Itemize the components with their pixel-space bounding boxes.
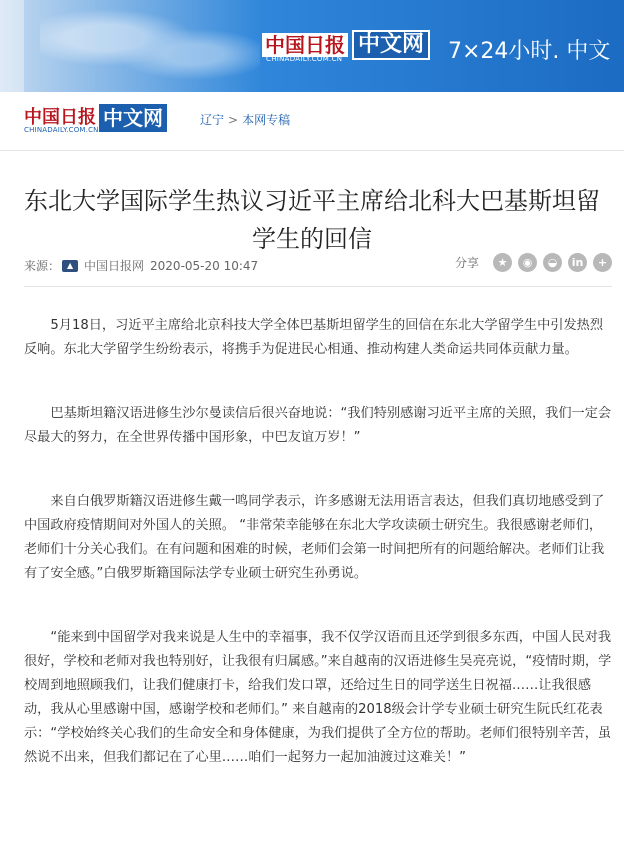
share-bar xyxy=(455,253,612,272)
breadcrumb xyxy=(200,111,290,128)
breadcrumb-separator: > xyxy=(228,113,239,127)
source-logo-icon: ▲ xyxy=(62,260,78,272)
article-title: 东北大学国际学生热议习近平主席给北科大巴基斯坦留学生的回信 xyxy=(24,187,600,254)
site-logo-zhongwenwang: 中文网 xyxy=(99,104,167,132)
publish-date: 2020-05-20 10:47 xyxy=(150,258,259,273)
site-header xyxy=(0,92,624,151)
article-body xyxy=(24,314,612,810)
banner-logo-subtext: CHINADAILY.COM.CN xyxy=(266,55,343,63)
meta-divider xyxy=(24,286,612,287)
article-source xyxy=(24,257,258,274)
wechat-icon[interactable]: ◒ xyxy=(543,253,562,272)
source-name: 中国日报网 xyxy=(84,259,145,273)
share-label: 分享 xyxy=(454,256,479,270)
paragraph: “能来到中国留学对我来说是人生中的幸福事，我不仅学汉语而且还学到很多东西，中国人民对我很好，学校和老师对我也特别好，让我很有归属感。”来自越南的汉语进修生吴亮亮说，“疫情时期，学校周到地照顾我们，让我们健康打卡，给我们发口罩，还给过生日的同学送生日祝福……让我很感动，我从心里感谢中国，感谢学校和老师们。” 来自越南的2018级会计学专业硕士研究生阮氏红花表示：“学校始终关心我们的生命安全和身体健康，为我们提供了全方位的帮助。老师们很特别辛苦，虽然说不出来，但我们都记在了心里……咱们一起努力一起加油渡过这难关！” xyxy=(24,630,612,765)
banner-logo-zhongwenwang: 中文网 xyxy=(352,30,430,60)
plus-icon[interactable]: + xyxy=(593,253,612,272)
breadcrumb-liaoning[interactable]: 辽宁 xyxy=(200,113,225,127)
world-map-graphic xyxy=(40,4,260,88)
banner-slogan: 7×24小时. 中文 xyxy=(448,39,611,64)
breadcrumb-special[interactable]: 本网专稿 xyxy=(242,113,291,127)
star-icon[interactable]: ★ xyxy=(493,253,512,272)
site-logo-subtext: CHINADAILY.COM.CN xyxy=(24,126,99,134)
weibo-icon[interactable]: ◉ xyxy=(518,253,537,272)
site-logo-chinese: 中国日报 xyxy=(24,107,96,128)
source-label: 来源： xyxy=(24,259,61,273)
paragraph: 5月18日，习近平主席给北京科技大学全体巴基斯坦留学生的回信在东北大学留学生中引发热烈反响。东北大学留学生纷纷表示，将携手为促进民心相通、推动构建人类命运共同体贡献力量。 xyxy=(24,318,604,357)
article-meta xyxy=(24,252,612,278)
paragraph: 来自白俄罗斯籍汉语进修生戴一鸣同学表示，许多感谢无法用语言表达，但我们真切地感受到了中国政府疫情期间对外国人的关照。 “非常荣幸能够在东北大学攻读硕士研究生。我很感谢老师们，老师们十分关心我们。在有问题和困难的时候，老师们会第一时间把所有的问题给解决。老师们让我有了安全感。”白俄罗斯籍国际法学专业硕士研究生孙勇说。 xyxy=(24,494,605,581)
paragraph: 巴基斯坦籍汉语进修生沙尔曼读信后很兴奋地说：“我们特别感谢习近平主席的关照，我们一定会尽最大的努力，在全世界传播中国形象，中巴友谊万岁！” xyxy=(24,406,612,445)
site-logo[interactable] xyxy=(24,104,167,132)
banner-logo-chinese: 中国日报 xyxy=(262,33,348,57)
linkedin-icon[interactable]: in xyxy=(568,253,587,272)
top-banner[interactable] xyxy=(0,0,624,92)
